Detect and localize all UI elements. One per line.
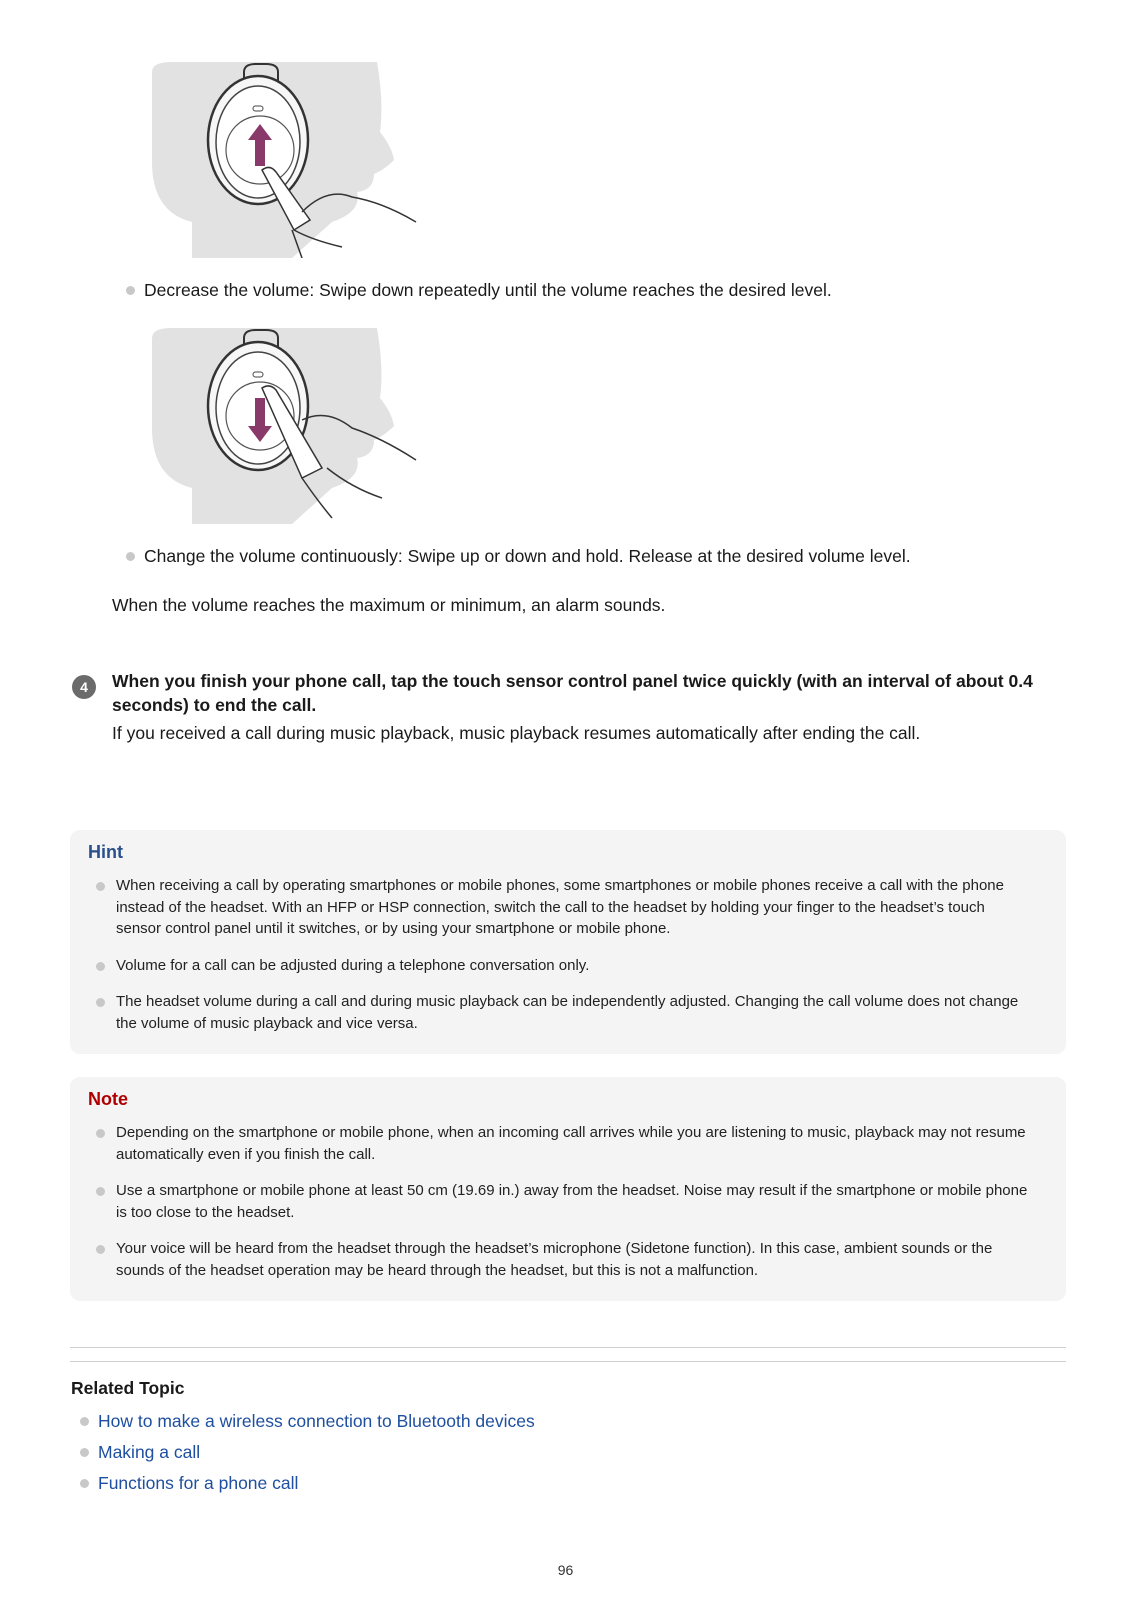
headset-swipe-down-illustration <box>152 328 420 524</box>
bullet-dot-icon <box>96 1187 105 1196</box>
list-item <box>80 1406 535 1437</box>
list-item <box>88 1238 1033 1281</box>
note-box <box>70 1077 1066 1301</box>
page-number: 96 <box>557 1562 574 1578</box>
note-item-text: Your voice will be heard from the headset through the headset’s microphone (Sidetone function). In this case, ambient sounds or the sounds of the headset operation may be heard through the headset, but this is not a malfunction. <box>116 1240 993 1279</box>
hint-list <box>88 875 1033 1049</box>
related-topic-list <box>80 1406 535 1499</box>
hint-box <box>70 830 1066 1054</box>
headset-swipe-up-illustration <box>152 62 420 258</box>
bullet-continuous-volume <box>126 545 911 567</box>
step-number-badge: 4 <box>72 675 96 699</box>
bullet-dot-icon <box>126 286 135 295</box>
bullet-dot-icon <box>80 1448 89 1457</box>
bullet-dot-icon <box>96 962 105 971</box>
divider <box>70 1347 1066 1348</box>
list-item <box>88 1180 1033 1223</box>
link-phone-call-functions[interactable]: Functions for a phone call <box>98 1473 299 1493</box>
bullet-dot-icon <box>96 998 105 1007</box>
bullet-dot-icon <box>126 552 135 561</box>
divider <box>70 1361 1066 1362</box>
related-topic-title: Related Topic <box>71 1378 185 1398</box>
bullet-dot-icon <box>96 1245 105 1254</box>
link-wireless-connection[interactable]: How to make a wireless connection to Bluetooth devices <box>98 1411 535 1431</box>
bullet-dot-icon <box>96 1129 105 1138</box>
hint-item-text: When receiving a call by operating smartphones or mobile phones, some smartphones or mobile phones receive a call with the phone instead of the headset. With an HFP or HSP connection, switch the call to the headset by holding your finger to the headset’s touch sensor control panel until it switches, or by using your smartphone or mobile phone. <box>116 877 1004 937</box>
bullet-continuous-text: Change the volume continuously: Swipe up or down and hold. Release at the desired volume level. <box>144 546 911 566</box>
link-making-a-call[interactable]: Making a call <box>98 1442 201 1462</box>
list-item <box>88 955 1033 977</box>
bullet-dot-icon <box>80 1417 89 1426</box>
bullet-decrease-volume <box>126 279 832 301</box>
step-body: If you received a call during music playback, music playback resumes automatically after ending the call. <box>112 723 921 743</box>
note-title: Note <box>88 1089 128 1109</box>
note-item-text: Use a smartphone or mobile phone at least 50 cm (19.69 in.) away from the headset. Noise may result if the smartphone or mobile phone is too close to the headset. <box>116 1182 1028 1221</box>
bullet-dot-icon <box>96 882 105 891</box>
list-item <box>88 875 1033 940</box>
list-item <box>88 1122 1033 1165</box>
note-list <box>88 1122 1033 1296</box>
bullet-dot-icon <box>80 1479 89 1488</box>
alarm-text: When the volume reaches the maximum or minimum, an alarm sounds. <box>112 595 666 615</box>
hint-title: Hint <box>88 842 123 862</box>
list-item <box>88 991 1033 1034</box>
hint-item-text: The headset volume during a call and during music playback can be independently adjusted. Changing the call volume does not change the volume of music playback and vice versa. <box>116 993 1019 1032</box>
note-item-text: Depending on the smartphone or mobile phone, when an incoming call arrives while you are listening to music, playback may not resume automatically even if you finish the call. <box>116 1124 1026 1163</box>
bullet-decrease-text: Decrease the volume: Swipe down repeatedly until the volume reaches the desired level. <box>144 280 832 300</box>
list-item <box>80 1437 535 1468</box>
step-heading: When you finish your phone call, tap the touch sensor control panel twice quickly (with an interval of about 0.4 seconds) to end the call. <box>112 671 1033 715</box>
hint-item-text: Volume for a call can be adjusted during a telephone conversation only. <box>116 956 590 974</box>
list-item <box>80 1468 535 1499</box>
